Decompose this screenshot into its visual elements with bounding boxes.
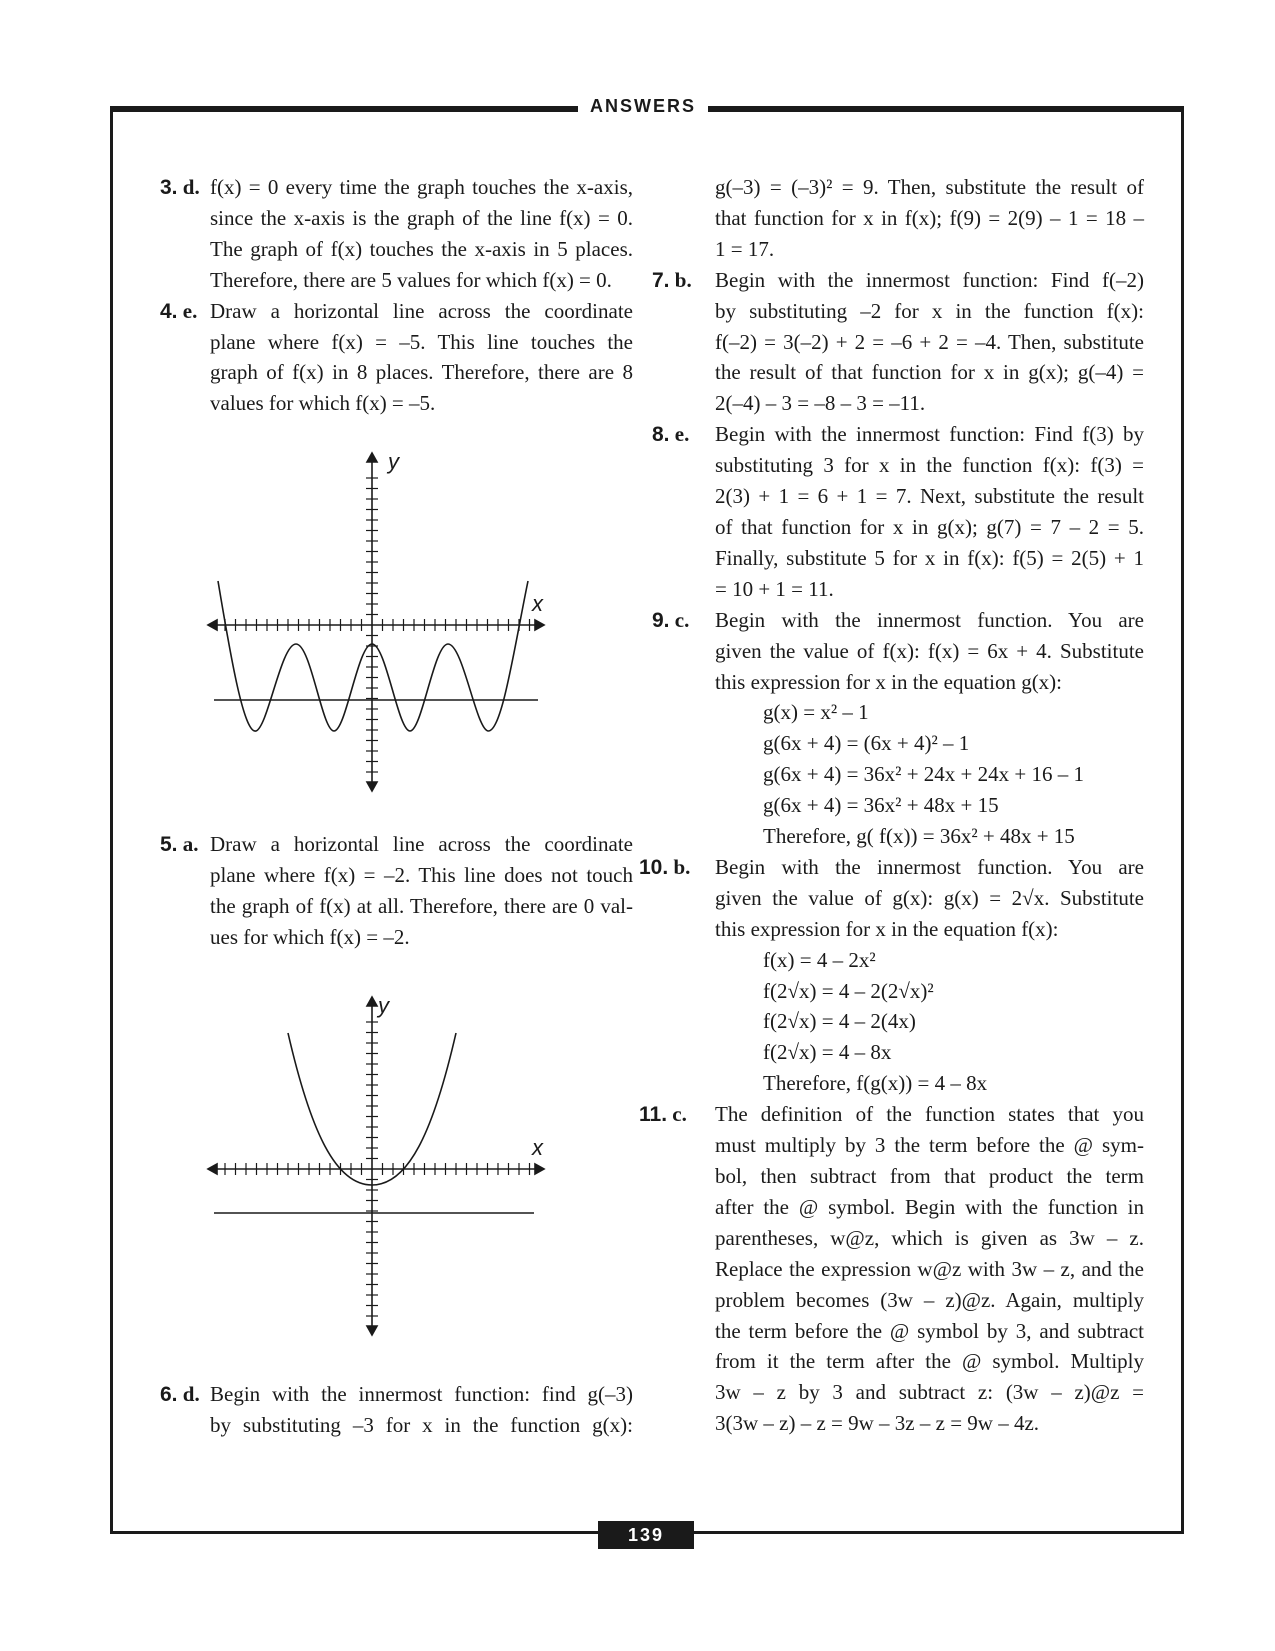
answer-line: parentheses, w@z, which is given as 3w – z.	[715, 1225, 1144, 1250]
answer-number: 7. b.	[652, 267, 692, 292]
equation-line: g(6x + 4) = 36x² + 48x + 15	[763, 793, 999, 818]
answer-5	[160, 829, 633, 953]
answer-8	[652, 419, 1144, 604]
answer-line: The definition of the function states that you	[715, 1102, 1144, 1127]
answer-line: from it the term after the @ symbol. Multiply	[715, 1349, 1144, 1374]
equation-line: Therefore, g( f(x)) = 36x² + 48x + 15	[763, 824, 1075, 849]
y-axis-label: y	[388, 449, 399, 475]
answer-line: Begin with the innermost function: find g(–3)	[210, 1381, 633, 1406]
answer-line: bol, then subtract from that product the term	[715, 1164, 1144, 1188]
answer-line: given the value of f(x): f(x) = 6x + 4. Substitute	[715, 638, 1144, 663]
answer-line: must multiply by 3 the term before the @ sym-	[715, 1133, 1144, 1158]
equation-line: f(2√x) = 4 – 8x	[763, 1040, 892, 1065]
header-rule-right	[706, 106, 1184, 112]
equation-line: g(x) = x² – 1	[763, 700, 869, 725]
answer-line: g(–3) = (–3)² = 9. Then, substitute the result of	[715, 175, 1144, 199]
answer-number: 4. e.	[160, 298, 198, 323]
answer-line: this expression for x in the equation g(x):	[715, 669, 1063, 694]
answer-line: Draw a horizontal line across the coordinate	[210, 298, 633, 323]
answer-line: Finally, substitute 5 for x in f(x): f(5) = 2(5) + 1	[715, 545, 1144, 570]
answer-line: Therefore, there are 5 values for which f(x) = 0.	[210, 267, 612, 292]
page-number: 139	[598, 1521, 694, 1549]
answer-number: 3. d.	[160, 175, 200, 199]
answer-line: Begin with the innermost function: Find f(3) by	[715, 422, 1144, 447]
page-header: ANSWERS	[578, 96, 708, 117]
answer-line: after the @ symbol. Begin with the function in	[715, 1194, 1144, 1219]
answer-line: Begin with the innermost function. You are	[715, 607, 1144, 632]
y-axis-arrow-down	[367, 782, 377, 791]
answer-line: Replace the expression w@z with 3w – z, and the	[715, 1256, 1144, 1281]
answer-7	[652, 265, 1144, 420]
answer-line: = 10 + 1 = 11.	[715, 576, 834, 601]
answer-number: 6. d.	[160, 1381, 200, 1406]
answer-line: Begin with the innermost function: Find f(–2)	[715, 267, 1144, 292]
answer-line: plane where f(x) = –5. This line touches the	[210, 329, 633, 354]
y-axis-label: y	[378, 992, 389, 1018]
answer-line: values for which f(x) = –5.	[210, 391, 436, 416]
answer-line: this expression for x in the equation f(x):	[715, 916, 1059, 941]
answer-line: substituting 3 for x in the function f(x): f(3) =	[715, 453, 1144, 478]
answer-line: 3(3w – z) – z = 9w – 3z – z = 9w – 4z.	[715, 1411, 1040, 1436]
answer-6-continued	[665, 172, 1144, 265]
answer-6	[160, 1379, 633, 1441]
answer-line: the graph of f(x) at all. Therefore, there are 0 val-	[210, 894, 633, 919]
answer-line: given the value of g(x): g(x) = 2√x. Substitute	[715, 885, 1144, 910]
answer-line: by substituting –3 for x in the function g(x):	[210, 1412, 633, 1437]
parabola-graph	[206, 993, 546, 1343]
equation-line: g(6x + 4) = (6x + 4)² – 1	[763, 731, 970, 756]
y-axis-arrow-up	[367, 453, 377, 462]
answer-4	[160, 296, 633, 420]
answer-line: Draw a horizontal line across the coordinate	[210, 832, 633, 857]
answer-line: 1 = 17.	[715, 236, 775, 261]
y-axis-arrow-down	[367, 1326, 377, 1335]
answer-line: ues for which f(x) = –2.	[210, 924, 410, 949]
answer-9	[652, 605, 1144, 852]
answer-number: 8. e.	[652, 422, 690, 447]
answer-line: that function for x in f(x); f(9) = 2(9) – 1 = 18 –	[715, 205, 1144, 230]
answer-line: since the x-axis is the graph of the line f(x) = 0.	[210, 205, 633, 230]
answer-line: f(x) = 0 every time the graph touches the x-axis,	[210, 175, 633, 199]
answer-number: 10. b.	[639, 854, 691, 879]
answer-10	[639, 852, 1144, 1099]
y-axis-arrow-up	[367, 997, 377, 1006]
answer-number: 5. a.	[160, 832, 199, 857]
answer-line: f(–2) = 3(–2) + 2 = –6 + 2 = –4. Then, substitute	[715, 329, 1144, 354]
x-axis-arrow-right	[535, 620, 544, 630]
equation-line: g(6x + 4) = 36x² + 24x + 24x + 16 – 1	[763, 762, 1084, 787]
answer-line: by substituting –2 for x in the function f(x):	[715, 298, 1144, 323]
answer-line: graph of f(x) in 8 places. Therefore, there are 8	[210, 360, 633, 385]
x-axis-label: x	[532, 1134, 543, 1160]
x-axis-arrow-right	[535, 1164, 544, 1174]
answer-line: the term before the @ symbol by 3, and subtract	[715, 1318, 1144, 1343]
answer-11	[639, 1099, 1144, 1439]
answer-line: 2(–4) – 3 = –8 – 3 = –11.	[715, 391, 926, 416]
right-column	[639, 172, 1144, 1439]
answer-number: 11. c.	[639, 1102, 687, 1127]
answer-number: 9. c.	[652, 607, 690, 632]
x-axis-arrow-left	[208, 620, 217, 630]
x-axis-label: x	[532, 591, 543, 617]
answer-line: 2(3) + 1 = 6 + 1 = 7. Next, substitute the result	[715, 484, 1144, 509]
answer-line: the result of that function for x in g(x); g(–4) =	[715, 360, 1144, 385]
equation-line: Therefore, f(g(x)) = 4 – 8x	[763, 1071, 988, 1096]
answer-line: of that function for x in g(x); g(7) = 7 – 2 = 5.	[715, 514, 1144, 539]
answer-line: 3w – z by 3 and subtract z: (3w – z)@z =	[715, 1380, 1144, 1405]
answer-3	[160, 172, 633, 296]
header-rule-left	[110, 106, 580, 112]
left-column	[160, 172, 633, 1441]
equation-line: f(2√x) = 4 – 2(4x)	[763, 1009, 916, 1034]
answer-line: plane where f(x) = –2. This line does not touch	[210, 863, 633, 888]
answer-line: problem becomes (3w – z)@z. Again, multiply	[715, 1287, 1144, 1312]
x-axis-arrow-left	[208, 1164, 217, 1174]
answer-line: Begin with the innermost function. You are	[715, 854, 1144, 879]
answer-line: The graph of f(x) touches the x-axis in 5 places.	[210, 236, 633, 261]
equation-line: f(x) = 4 – 2x²	[763, 947, 876, 972]
equation-line: f(2√x) = 4 – 2(2√x)²	[763, 978, 934, 1003]
wave-graph	[206, 449, 546, 799]
